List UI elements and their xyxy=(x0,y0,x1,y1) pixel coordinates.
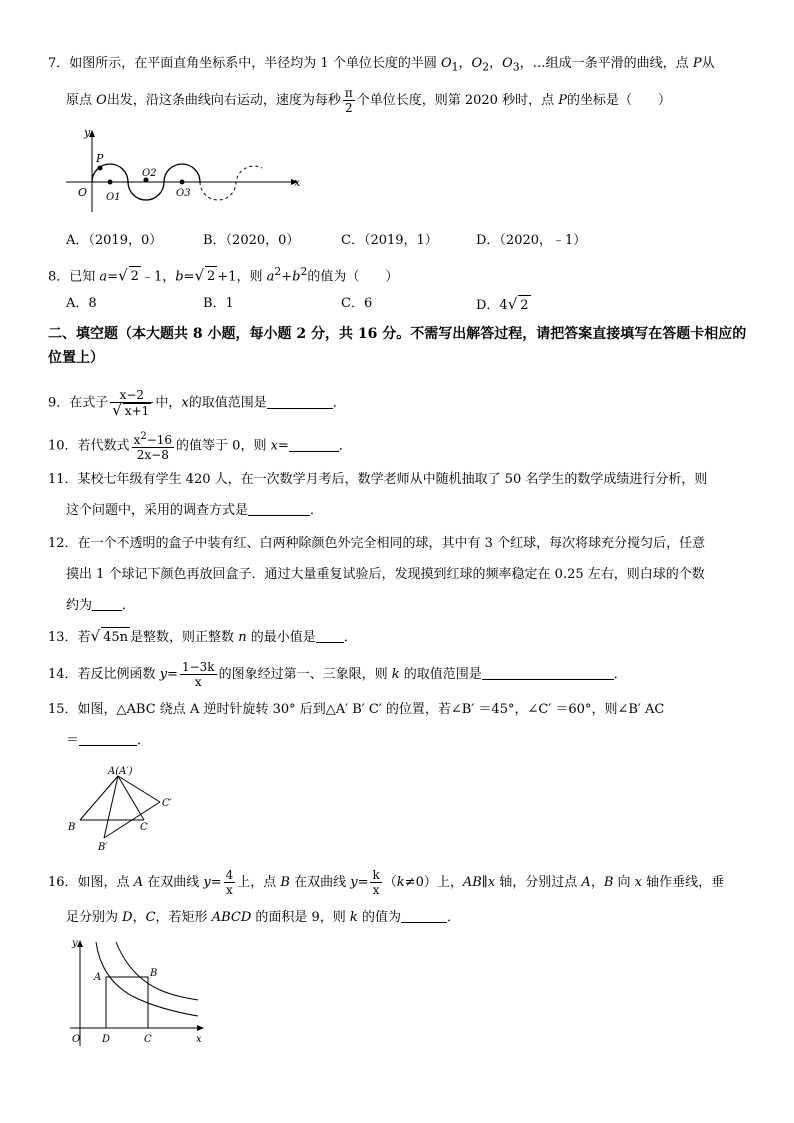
q7-fig-origin-label: O xyxy=(78,186,88,199)
q14-k: k xyxy=(391,667,400,682)
q16-fraction1 xyxy=(224,868,236,897)
q7-figure xyxy=(66,124,306,214)
q15-figure xyxy=(64,762,184,854)
fraction-numerator: π xyxy=(344,86,353,100)
q16-fig-o-label: O xyxy=(72,1034,81,1045)
fraction-numerator xyxy=(132,430,174,448)
q13-root: 45n xyxy=(101,627,130,648)
fraction-numerator: x−2 xyxy=(110,388,153,403)
q14-fraction xyxy=(180,660,217,689)
q15-text: 如图，△ABC 绕点 A 逆时针旋转 30° 后到△A′ B′ C′ 的位置，若∠B′ ＝45°，∠C′ ＝60°，则∠B′ AC xyxy=(77,702,665,717)
fraction-numerator: 1−3k xyxy=(181,660,215,674)
q16-fig-d-label: D xyxy=(102,1034,111,1045)
q13-number: 13． xyxy=(48,630,78,645)
q11-number: 11． xyxy=(48,472,78,487)
q15-fig-a-label: A(A′) xyxy=(108,766,133,777)
q10-text: 的值等于 0，则 xyxy=(176,438,271,454)
q10-num-sup: 2 xyxy=(140,431,147,442)
q16-text: ≠0）上， xyxy=(404,875,463,890)
q10-text: 若代数式 xyxy=(77,438,130,454)
fraction-denominator: x xyxy=(194,675,202,689)
q7-text: 原点 xyxy=(66,93,97,108)
q8-eq: = xyxy=(107,269,119,285)
radical-sign: √ xyxy=(507,295,518,313)
fraction-denominator: x xyxy=(226,883,233,897)
q13-text: 的最小值是 xyxy=(246,630,316,645)
q14-y: y xyxy=(159,667,168,682)
q8-option-a: A．8 xyxy=(66,296,97,311)
q7-o3: O xyxy=(502,56,513,71)
q16-ab: AB xyxy=(462,875,482,890)
q7-o1: O xyxy=(440,56,452,71)
radical-sign: √ xyxy=(90,627,101,645)
q15-line2 xyxy=(66,731,150,751)
q11-line2 xyxy=(66,501,323,521)
q16-fig-c-label: C xyxy=(144,1034,152,1045)
q15-fig-b-label: B xyxy=(68,822,76,833)
q8-sup: 2 xyxy=(300,265,308,278)
q16-text: ， xyxy=(132,910,146,925)
fraction-denominator xyxy=(110,403,153,418)
q14-line xyxy=(48,660,627,689)
q7-fig-o2-label: O2 xyxy=(142,168,157,179)
q7-fig-p-label: P xyxy=(96,152,104,165)
q12-text: ． xyxy=(122,598,136,613)
q8-option-d-text: D．4 xyxy=(476,298,508,313)
q16-text: 上，点 xyxy=(237,875,281,890)
section-2-heading: 二、填空题（本大题共 8 小题，每小题 2 分，共 16 分。不需写出解答过程，请把答案直接填写在答题卡相应的位置上） xyxy=(48,326,747,366)
radical-sign: √ xyxy=(194,266,205,285)
q8-text: ﹣1， xyxy=(140,269,176,285)
q16-k: k xyxy=(396,875,405,890)
q12-text: 约为 xyxy=(66,598,93,613)
q8-line1 xyxy=(48,262,398,287)
q16-y: y xyxy=(350,875,358,890)
q9-root: x+1 xyxy=(124,404,150,418)
q16-text: ， xyxy=(590,875,604,890)
q16-eq: = xyxy=(210,875,222,890)
q14-answer-blank[interactable] xyxy=(482,665,614,680)
q7-o1-sub: 1 xyxy=(451,60,459,74)
q16-a: A xyxy=(133,875,144,890)
q7-fig-y-label: y xyxy=(84,126,91,139)
q16-text: 的面积是 9，则 xyxy=(251,910,350,925)
q7-line2 xyxy=(66,86,671,115)
q7-text: 从 xyxy=(701,56,715,71)
q7-number: 7． xyxy=(48,56,70,71)
q10-x: x xyxy=(270,438,278,454)
q7-option-a: A．（2019，0） xyxy=(66,233,163,248)
q14-eq: = xyxy=(167,667,178,682)
q7-fig-o3-label: O3 xyxy=(176,188,191,199)
q9-text: 中， xyxy=(155,395,182,411)
q10-fraction xyxy=(132,430,174,462)
q16-fig-x-label: x xyxy=(196,1034,202,1045)
q9-text: 在式子 xyxy=(69,395,109,411)
q7-line1: 7．如图所示，在平面直角坐标系中，半径均为 1 个单位长度的半圆 $O_1$，$O_2$，$O_3$，…组成一条平滑的曲线，点 P从 xyxy=(48,56,715,74)
q7-o3-sub: 3 xyxy=(512,60,520,74)
q16-fig-a-label: A xyxy=(94,972,102,983)
q8-root2: 2 xyxy=(205,266,217,287)
q7-origin: O xyxy=(96,93,107,108)
q7-text: 个单位长度，则第 2020 秒时，点 xyxy=(356,93,559,108)
q7-text: ，…组成一条平滑的曲线，点 xyxy=(519,56,693,71)
q9-answer-blank[interactable] xyxy=(267,394,333,409)
q8-option-d xyxy=(476,294,531,316)
q7-fig-x-label: x xyxy=(294,176,301,189)
q16-b: B xyxy=(280,875,290,890)
q7-o2: O xyxy=(471,56,483,71)
q15-text: ． xyxy=(137,733,151,748)
q12-line2 xyxy=(66,565,705,585)
q12-number: 12． xyxy=(48,536,78,551)
q12-answer-blank[interactable] xyxy=(92,596,122,611)
q7-option-d: D．（2020，﹣1） xyxy=(476,233,587,248)
q16-text: 在双曲线 xyxy=(289,875,351,890)
q16-x: x xyxy=(634,875,642,890)
q14-text: 的取值范围是 xyxy=(399,667,482,682)
q16-fig-y-label: y xyxy=(72,938,78,949)
q10-num-tail: −16 xyxy=(146,433,173,447)
q10-num-x: x xyxy=(133,433,141,447)
q16-text: 如图，点 xyxy=(77,875,134,890)
q16-text: （ xyxy=(383,875,397,890)
q8-a: a xyxy=(99,269,108,285)
q13-text: 若 xyxy=(77,630,91,645)
q15-text: ＝ xyxy=(66,733,80,748)
q8-text: 已知 xyxy=(69,269,100,285)
q9-line xyxy=(48,388,346,418)
q7-fig-o1-label: O1 xyxy=(106,192,121,203)
q9-number: 9． xyxy=(48,395,70,411)
q7-p: P xyxy=(692,56,702,71)
q16-answer-blank[interactable] xyxy=(401,908,447,923)
q16-text: 向 xyxy=(613,875,635,890)
q16-fig-b-label: B xyxy=(150,968,158,979)
q8-root1: 2 xyxy=(129,266,141,287)
q14-text: 的图象经过第一、三象限，则 xyxy=(218,667,392,682)
q9-fraction xyxy=(110,388,153,418)
q15-fig-bp-label: B′ xyxy=(98,842,108,853)
q8-eq: = xyxy=(183,269,195,285)
q8-option-d-root: 2 xyxy=(518,295,530,316)
q15-number: 15． xyxy=(48,702,78,717)
q7-option-b: B．（2020，0） xyxy=(203,233,300,248)
q9-x: x xyxy=(181,395,189,411)
q13-n: n xyxy=(238,630,247,645)
q14-text: 若反比例函数 xyxy=(77,667,160,682)
q12-line3 xyxy=(66,596,135,616)
q11-text: 某校七年级有学生 420 人，在一次数学月考后，数学老师从中随机抽取了 50 名学生的数学成绩进行分析，则 xyxy=(77,472,708,487)
q11-text: 这个问题中，采用的调查方式是 xyxy=(66,503,249,518)
fraction-numerator: 4 xyxy=(225,868,234,882)
q16-line1 xyxy=(48,868,724,897)
fraction-denominator: 2 xyxy=(344,101,353,115)
q8-text: +1，则 xyxy=(217,269,267,285)
q8-text: 的值为（ ） xyxy=(307,269,399,285)
q10-text: ． xyxy=(338,438,352,454)
fraction-denominator: 2x−8 xyxy=(136,448,169,462)
q16-figure xyxy=(66,934,214,1050)
q15-line1 xyxy=(48,700,664,720)
q12-text: 在一个不透明的盒子中装有红、白两种除颜色外完全相同的球，其中有 3 个红球，每次将球充分搅匀后，任意 xyxy=(77,536,706,551)
q16-abcd: ABCD xyxy=(211,910,252,925)
q16-text: 的值为 xyxy=(357,910,401,925)
q9-text: ． xyxy=(332,395,346,411)
q8-number: 8． xyxy=(48,269,70,285)
q10-number: 10． xyxy=(48,438,78,454)
q16-y: y xyxy=(203,875,211,890)
q8-option-c: C．6 xyxy=(341,296,373,311)
q11-text: ． xyxy=(310,503,324,518)
q16-text: ． xyxy=(446,910,460,925)
q13-text: 是整数，则正整数 xyxy=(130,630,239,645)
q7-text: 的坐标是（ ） xyxy=(566,93,671,108)
q7-speed-fraction xyxy=(343,86,355,115)
q8-b: b xyxy=(292,269,301,285)
q14-number: 14． xyxy=(48,667,78,682)
q16-a: A xyxy=(581,875,591,890)
q8-plus: + xyxy=(281,269,293,285)
q16-fraction2 xyxy=(370,868,381,897)
q12-text: 摸出 1 个球记下颜色再放回盒子．通过大量重复试验后，发现摸到红球的频率稳定在 0.25 左右，则白球的个数 xyxy=(66,567,705,582)
q16-text: 足分别为 xyxy=(66,910,123,925)
q16-b: B xyxy=(603,875,614,890)
q7-option-c: C．（2019，1） xyxy=(341,233,438,248)
q14-text: ． xyxy=(613,667,627,682)
q8-b: b xyxy=(175,269,184,285)
q16-text: 在双曲线 xyxy=(143,875,204,890)
q7-text: 如图所示，在平面直角坐标系中，半径均为 1 个单位长度的半圆 xyxy=(69,56,441,71)
q15-fig-cp-label: C′ xyxy=(162,798,172,809)
q16-x: x xyxy=(487,875,496,890)
q13-line xyxy=(48,626,357,648)
q16-line2 xyxy=(66,908,460,928)
q15-fig-c-label: C xyxy=(140,822,148,833)
radical-sign: √ xyxy=(112,401,122,419)
q8-sup: 2 xyxy=(274,265,282,278)
q16-text: ，若矩形 xyxy=(155,910,212,925)
q7-text: 出发，沿这条曲线向右运动，速度为每秒 xyxy=(106,93,341,108)
q16-parallel: ∥ xyxy=(481,875,488,890)
q16-k: k xyxy=(349,910,358,925)
q16-number: 16． xyxy=(48,875,78,890)
q9-text: 的取值范围是 xyxy=(188,395,267,411)
q11-line1 xyxy=(48,470,707,490)
radical-sign: √ xyxy=(118,266,128,285)
q7-p: P xyxy=(558,93,567,108)
q10-answer-blank[interactable] xyxy=(289,437,339,452)
q16-text: 轴，分别过点 xyxy=(495,875,582,890)
q8-option-b: B．1 xyxy=(203,296,234,311)
q10-line xyxy=(48,430,352,462)
q16-d: D xyxy=(122,910,133,925)
q16-eq: = xyxy=(357,875,369,890)
q7-o2-sub: 2 xyxy=(482,60,490,74)
q15-answer-blank[interactable] xyxy=(79,731,137,746)
fraction-numerator: k xyxy=(372,868,380,882)
q11-answer-blank[interactable] xyxy=(248,501,310,516)
fraction-denominator: x xyxy=(372,883,380,897)
q8-a: a xyxy=(266,269,275,285)
q16-text: 轴作垂线，垂 xyxy=(642,875,725,890)
q12-line1 xyxy=(48,534,705,554)
q10-eq: = xyxy=(277,438,289,454)
q13-answer-blank[interactable] xyxy=(316,628,344,643)
q13-text: ． xyxy=(343,630,357,645)
q16-c: C xyxy=(145,910,156,925)
